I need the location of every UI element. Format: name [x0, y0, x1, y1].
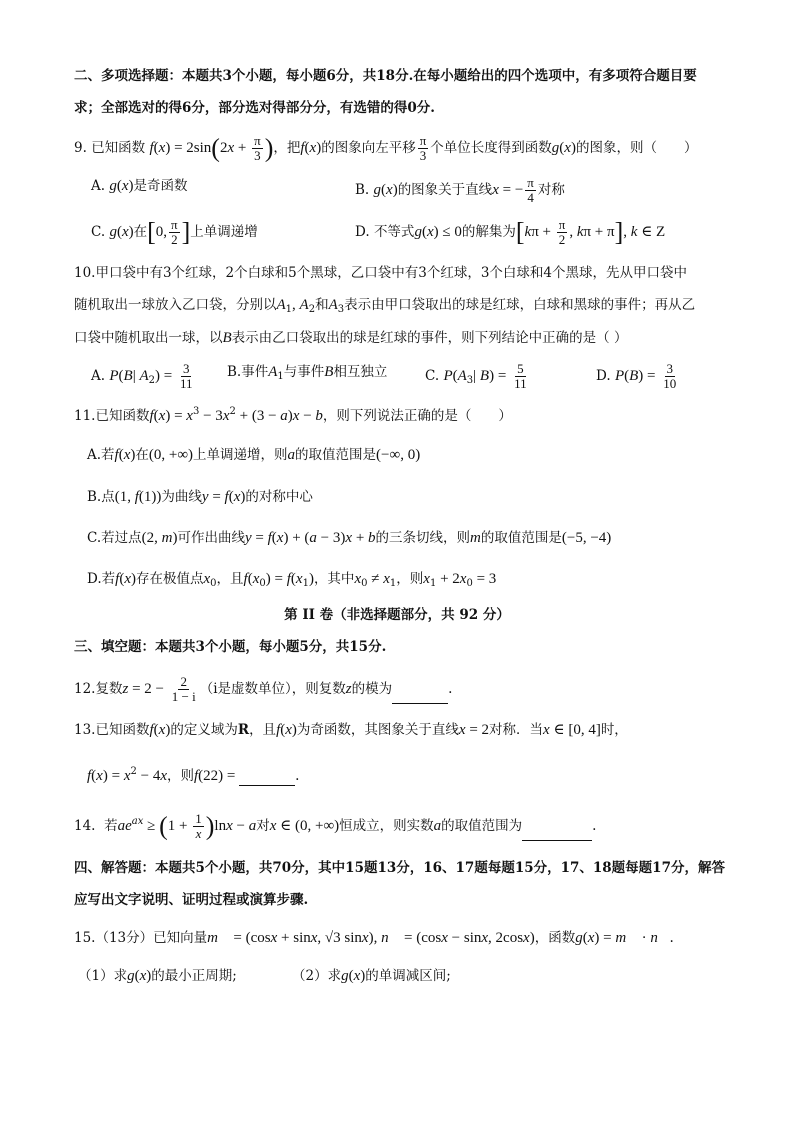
q13-line2: $f(x) = x^2 - 4x$，则f(22) = . — [87, 766, 300, 784]
section4-heading-line1: 四、解答题：本题共5个小题，共70分，其中15题13分，16、17题每题15分，17、18题每题17分，解答 — [74, 860, 725, 876]
q10-line3: 口袋中随机取出一球，以B表示由乙口袋取出的球是红球的事件，则下列结论中正确的是（ ） — [74, 330, 628, 346]
section4-heading-line2: 应写出文字说明、证明过程或演算步骤. — [74, 892, 309, 908]
q10-option-b: B.事件$A_1$与事件B相互独立 — [227, 364, 388, 382]
section2-heading-line1: 二、多项选择题：本题共3个小题，每小题6分，共18分.在每小题给出的四个选项中，有多项符合题目要 — [74, 68, 697, 84]
q9-option-a: A. g(x)是奇函数 — [91, 178, 188, 194]
q14: 14. 若$ae^{ax} \ge (1$ + $\frac{1}{x}$ )lnx − a对x ∈ (0, +∞)恒成立，则实数a的取值范围为 . — [74, 811, 597, 841]
q9-stem: 9. 已知函数 f(x) = 2sin(2x + $\frac{\pi}{3}$ )，把f(x)的图象向左平移 $\frac{\pi}{3}$ 个单位长度得到函数g(x)的图象，则（ ） — [74, 133, 698, 163]
q13-line1: 13.已知函数f(x)的定义域为R，且f(x)为奇函数，其图象关于直线x = 2对称．当x ∈ [0, 4]时， — [74, 722, 628, 738]
q10-line2: 随机取出一球放入乙口袋，分别以$A_1$, $A_2$和$A_3$表示由甲口袋取出的球是红球，白球和黑球的事件；再从乙 — [74, 297, 696, 315]
part2-title: 第 II 卷（非选择题部分，共 92 分） — [284, 607, 510, 623]
q10-line1: 10.甲口袋中有3个红球，2个白球和5个黑球，乙口袋中有3个红球，3个白球和4个黑球，先从甲口袋中 — [74, 265, 688, 281]
q11-option-c: C.若过点(2, m)可作出曲线y = f(x) + (a − 3)x + b的三条切线，则m的取值范围是(−5, −4) — [87, 530, 612, 546]
section3-heading: 三、填空题：本题共3个小题，每小题5分，共15分. — [74, 639, 387, 655]
q10-option-a: A. P(B| $A_2$) = $\frac{3}{11}$ — [91, 361, 193, 391]
section2-heading-line2: 求；全部选对的得6分，部分选对得部分分，有选错的得0分. — [74, 100, 435, 116]
q11-option-b: B.点(1, f(1))为曲线y = f(x)的对称中心 — [87, 489, 313, 505]
q10-option-c: C. $P(A_3|$ B) = $\frac{5}{11}$ — [425, 361, 527, 391]
q11-stem: 11.已知函数$f(x) = x^3 - 3x^2 + (3 - a)x - b$，则下列说法正确的是（ ） — [74, 406, 512, 424]
q11-option-a: A.若f(x)在(0, +∞)上单调递增，则a的取值范围是(−∞, 0) — [87, 447, 421, 463]
q15-stem: 15.（13分）已知向量m⃗ = (cosx + sinx, √3 sinx), n⃗ = (cosx − sinx, 2cosx)，函数g(x) = m⃗ · n⃗. — [74, 930, 674, 946]
q12-answer-blank[interactable] — [392, 703, 448, 704]
q9-option-b: B. g(x)的图象关于直线x = − $\frac{\pi}{4}$ 对称 — [355, 175, 565, 205]
q9-option-c: C. g(x)在[0, $\frac{\pi}{2}$ ]上单调递增 — [91, 217, 258, 247]
q15-sub1: （1）求g(x)的最小正周期; — [78, 968, 237, 984]
q13-answer-blank[interactable] — [239, 785, 295, 786]
q15-sub2: （2）求g(x)的单调减区间; — [292, 968, 451, 984]
q10-option-d: D. P(B) = $\frac{3}{10}$ — [596, 361, 677, 391]
q12: 12.复数z = 2 − $\frac{2}{1 - i}$ （i是虚数单位），则复数z的模为 . — [74, 674, 453, 704]
q11-option-d: D.若f(x)存在极值点$x_0$，且$f(x_0) = f(x_1)$，其中$x_0 \ne x_1$，则$x_1 + 2x_0 = 3$ — [87, 571, 497, 589]
q14-answer-blank[interactable] — [522, 840, 592, 841]
q9-option-d: D. 不等式g(x) ≤ 0的解集为[kπ + $\frac{\pi}{2}$ , kπ + π], k ∈ Z — [355, 217, 666, 247]
